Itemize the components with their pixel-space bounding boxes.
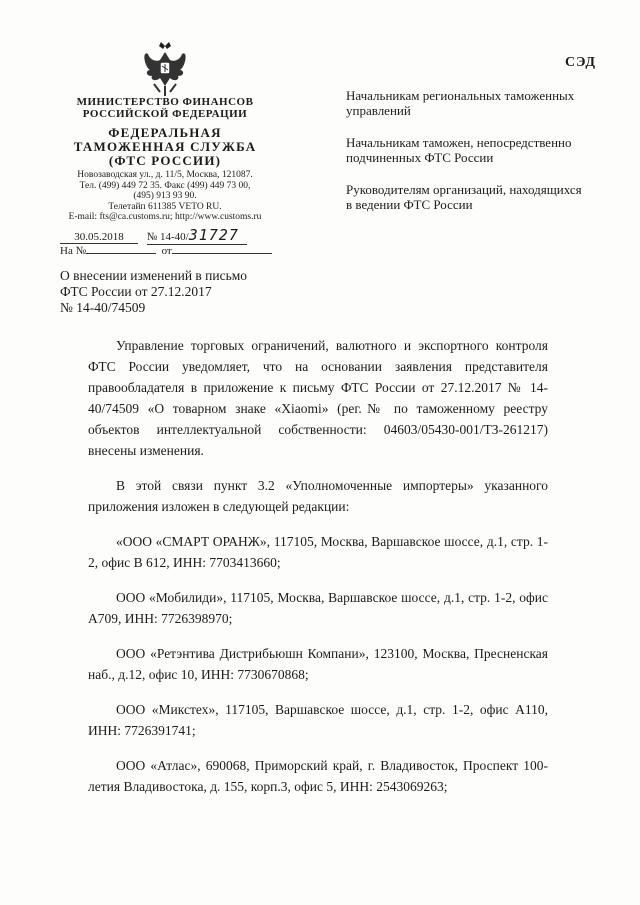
addressees [346,88,586,229]
importer-item: ООО «Атлас», 690068, Приморский край, г. Владивосток, Проспект 100-летия Владивостока, д. 155, корп.3, офис 5, ИНН: 2543069263; [88,758,548,794]
body-paragraph: В этой связи пункт 3.2 «Уполномоченные импортеры» указанного приложения изложен в следующей редакции: [88,478,548,514]
letter-subject: О внесении изменений в письмо ФТС России от 27.12.2017 № 14-40/74509 [60,268,248,315]
contact-info: Новозаводская ул., д. 11/5, Москва, 121087. Тел. (499) 449 72 35. Факс (499) 449 73 00, (495) 913 93 90. Телетайп 611385 VETO RU. E-mail: fts@ca.customs.ru; http://www.customs.ru [68,170,262,222]
registration-number: № 14-40/31727 [147,226,247,245]
state-emblem [140,40,190,98]
handwritten-number: 31727 [188,226,239,244]
addressee: Начальникам региональных таможенных управлений [346,88,575,118]
importer-item: «ООО «СМАРТ ОРАНЖ», 117105, Москва, Варшавское шоссе, д.1, стр. 1-2, офис В 612, ИНН: 7703413660; [88,534,548,570]
addressee: Начальникам таможен, непосредственно подчиненных ФТС России [346,135,572,165]
registration-date: 30.05.2018 [60,231,138,244]
body-paragraph: Управление торговых ограничений, валютного и экспортного контроля ФТС России уведомляет, что на основании заявления представителя правообладателя в приложение к письму ФТС России от 27.12.2017 № 14-40/74509 «О товарном знаке «Xiaomi» (рег.№ по таможенному реестру объектов интеллектуальной собственности: 04603/05430-001/ТЗ-261217) внесены изменения. [88,338,548,458]
importer-item: ООО «Мобилиди», 117105, Москва, Варшавское шоссе, д.1, стр. 1-2, офис А709, ИНН: 7726398970; [88,590,548,626]
reference-line: На № от [60,243,272,257]
ministry-name: МИНИСТЕРСТВО ФИНАНСОВ РОССИЙСКОЙ ФЕДЕРАЦИИ [76,96,254,120]
sed-mark: СЭД [564,55,596,70]
importer-item: ООО «Ретэнтива Дистрибьюшн Компани», 123100, Москва, Пресненская наб., д.12, офис 10, ИНН: 7730670868; [88,646,548,682]
addressee: Руководителям организаций, находящихся в ведении ФТС России [346,182,582,212]
importer-item: ООО «Микстех», 117105, Варшавское шоссе, д.1, стр. 1-2, офис А110, ИНН: 7726391741; [88,702,548,738]
service-name: ФЕДЕРАЛЬНАЯ ТАМОЖЕННАЯ СЛУЖБА (ФТС РОССИИ) [73,125,257,168]
letter-body [88,335,548,811]
